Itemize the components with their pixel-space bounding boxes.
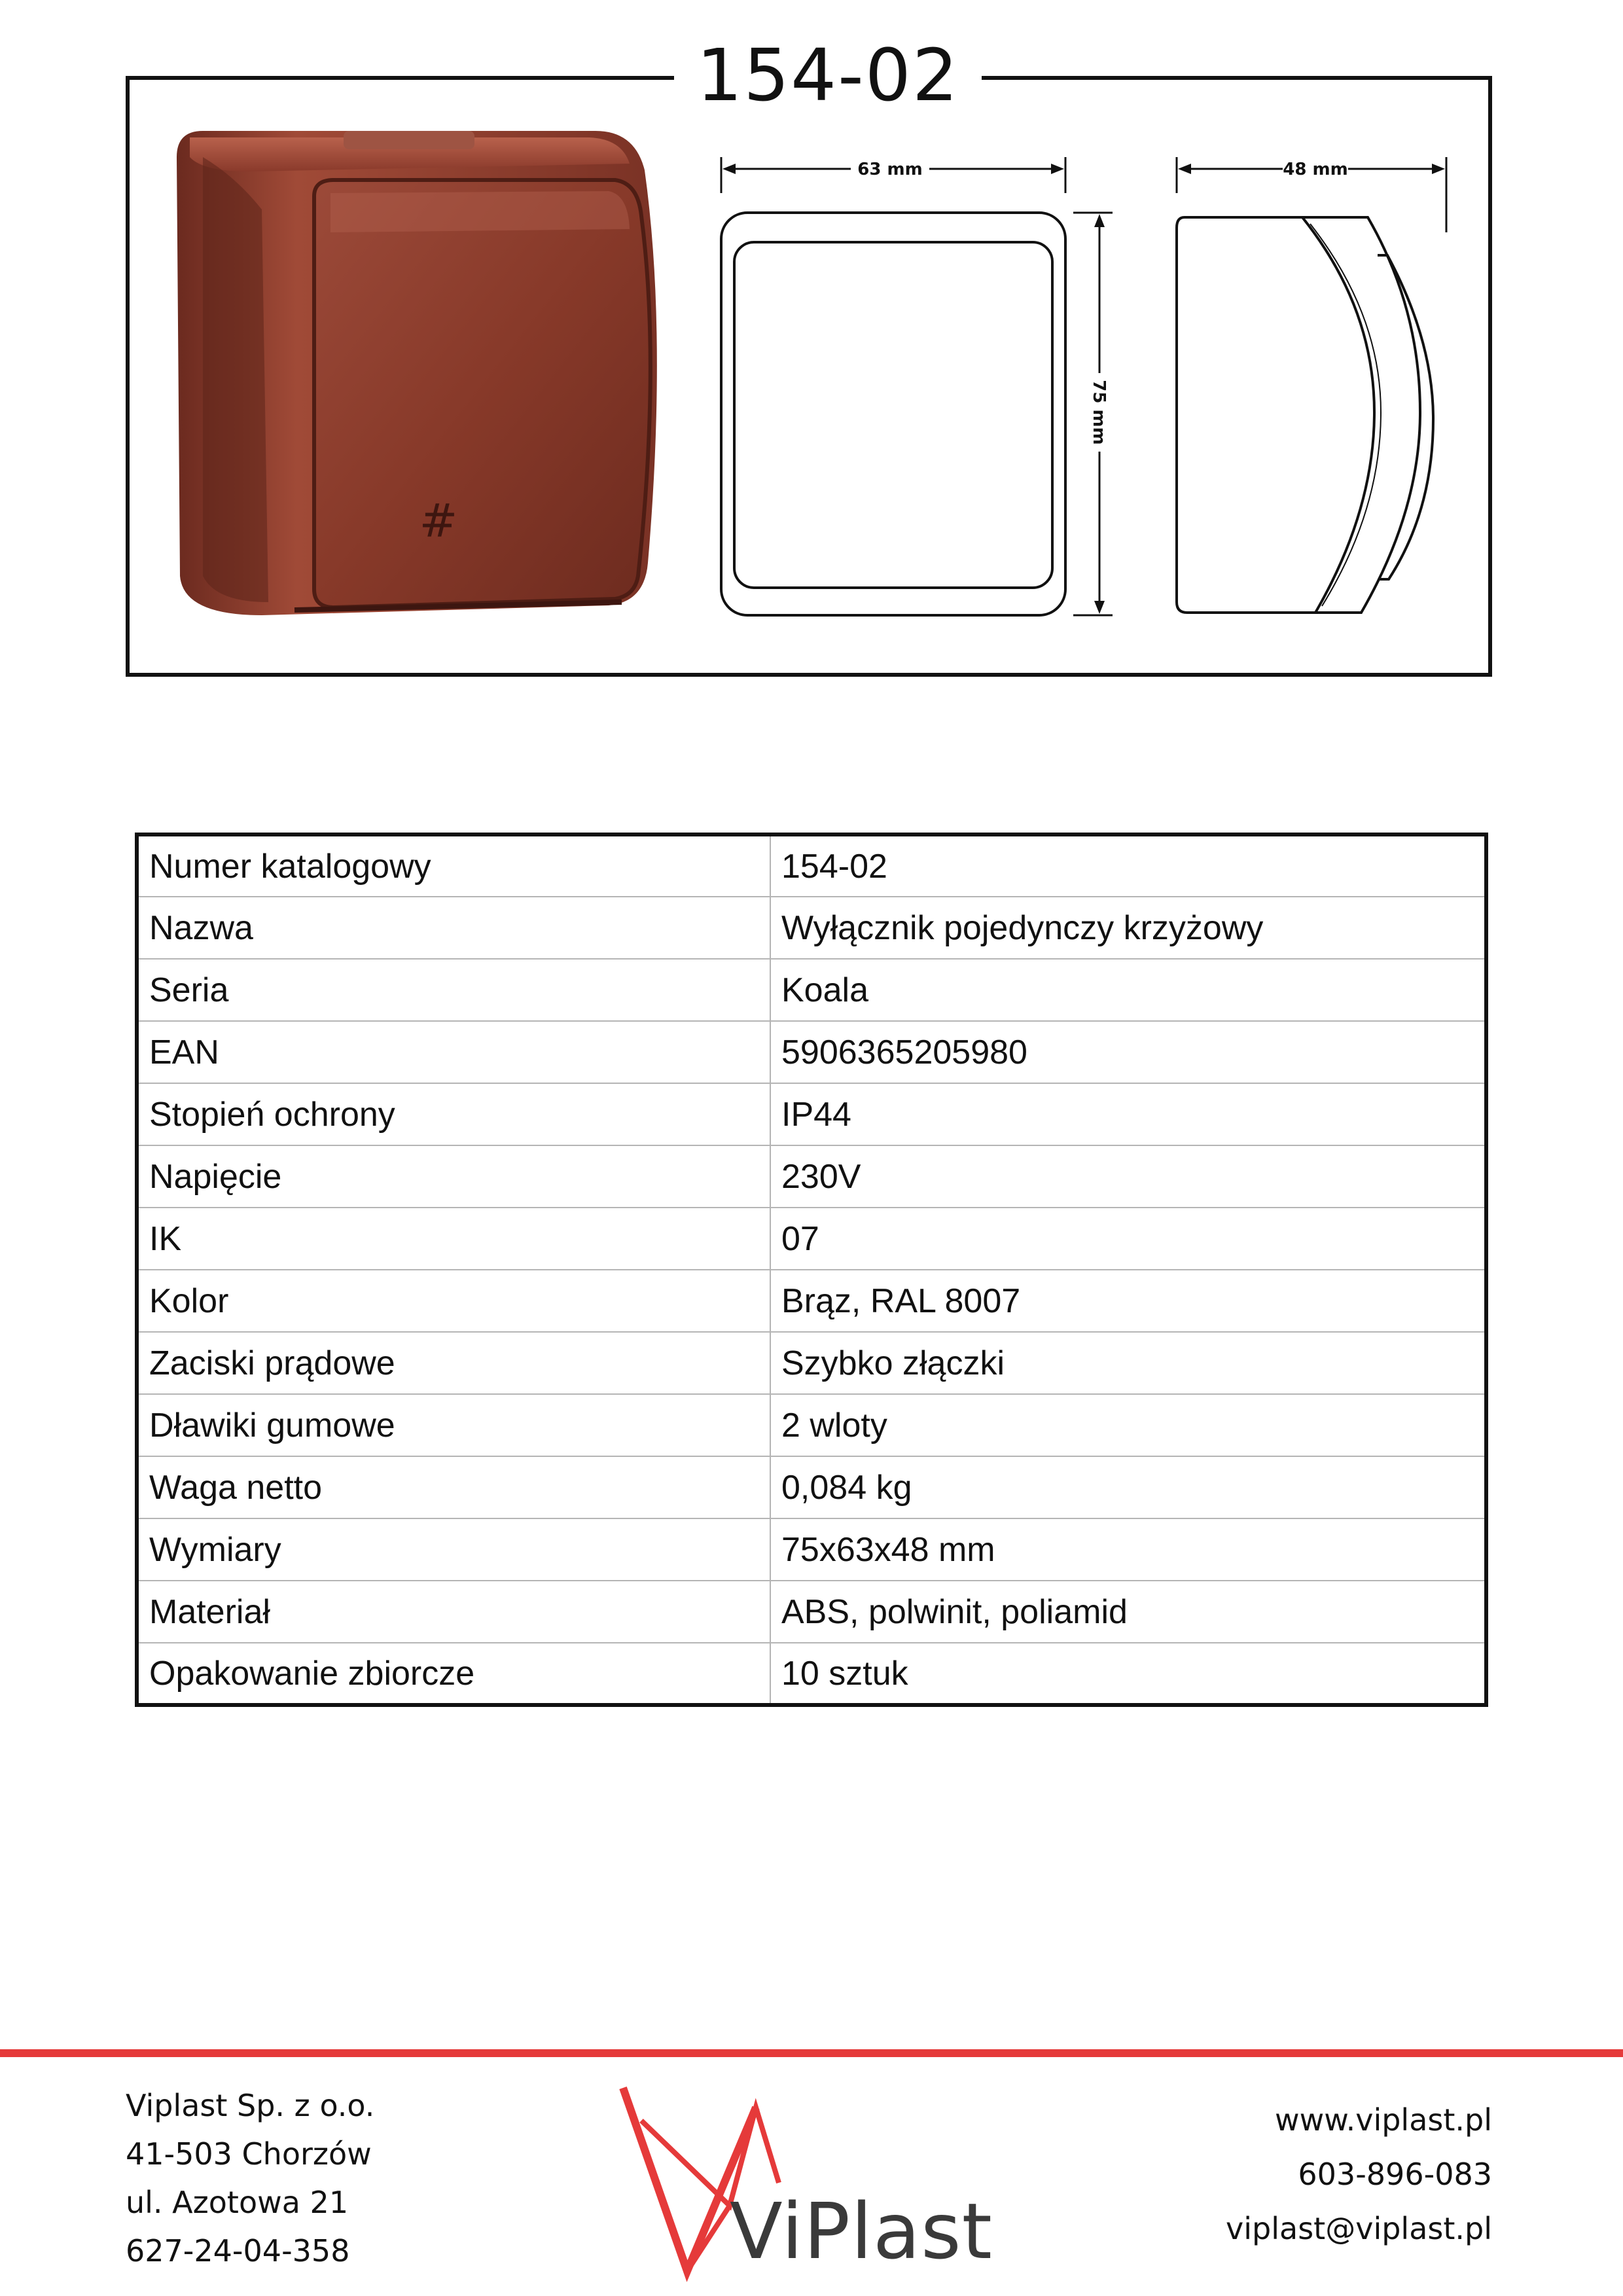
- key-sheen: [330, 191, 630, 232]
- spec-label: IK: [137, 1208, 770, 1270]
- spec-label: EAN: [137, 1021, 770, 1083]
- spec-label: Numer katalogowy: [137, 834, 770, 897]
- catalog-title: 154-02: [674, 26, 982, 124]
- spec-row: [137, 1518, 1486, 1581]
- spec-value: 75x63x48 mm: [770, 1518, 1486, 1581]
- footer-accent-rule: [0, 2049, 1623, 2057]
- spec-value: 10 sztuk: [770, 1643, 1486, 1705]
- spec-table: [135, 833, 1488, 1707]
- spec-row: [137, 1456, 1486, 1518]
- spec-row: [137, 1643, 1486, 1705]
- spec-row: [137, 1332, 1486, 1394]
- spec-value: IP44: [770, 1083, 1486, 1145]
- height-dimension-label: 75 mm: [1089, 380, 1109, 445]
- spec-value: 2 wloty: [770, 1394, 1486, 1456]
- spec-row: [137, 1145, 1486, 1208]
- spec-label: Dławiki gumowe: [137, 1394, 770, 1456]
- website-link[interactable]: www.viplast.pl: [1274, 2102, 1492, 2138]
- company-name: Viplast Sp. z o.o.: [126, 2088, 375, 2123]
- spec-value: Koala: [770, 959, 1486, 1021]
- spec-value: 154-02: [770, 834, 1486, 897]
- spec-value: 07: [770, 1208, 1486, 1270]
- front-view-drawing: [707, 144, 1126, 628]
- spec-row: [137, 1208, 1486, 1270]
- spec-label: Wymiary: [137, 1518, 770, 1581]
- spec-label: Stopień ochrony: [137, 1083, 770, 1145]
- switch-side: [203, 157, 268, 602]
- spec-value: Wyłącznik pojedynczy krzyżowy: [770, 897, 1486, 959]
- phone-number: 603-896-083: [1298, 2157, 1492, 2192]
- spec-label: Seria: [137, 959, 770, 1021]
- contact-info: [1099, 2093, 1492, 2256]
- spec-row: [137, 959, 1486, 1021]
- spec-value: Szybko złączki: [770, 1332, 1486, 1394]
- spec-row: [137, 1270, 1486, 1332]
- spec-value: 0,084 kg: [770, 1456, 1486, 1518]
- spec-label: Materiał: [137, 1581, 770, 1643]
- spec-value: Brąz, RAL 8007: [770, 1270, 1486, 1332]
- front-key-outline: [734, 242, 1052, 588]
- company-street: ul. Azotowa 21: [126, 2185, 349, 2220]
- spec-row: [137, 897, 1486, 959]
- width-dimension-label: 63 mm: [857, 160, 923, 179]
- depth-dimension-label: 48 mm: [1283, 160, 1348, 179]
- spec-row: [137, 834, 1486, 897]
- spec-label: Kolor: [137, 1270, 770, 1332]
- spec-value: 230V: [770, 1145, 1486, 1208]
- spec-row: [137, 1394, 1486, 1456]
- front-outline: [721, 213, 1065, 615]
- spec-value: 5906365205980: [770, 1021, 1486, 1083]
- spec-label: Waga netto: [137, 1456, 770, 1518]
- spec-row: [137, 1021, 1486, 1083]
- spec-label: Opakowanie zbiorcze: [137, 1643, 770, 1705]
- spec-label: Nazwa: [137, 897, 770, 959]
- spec-label: Zaciski prądowe: [137, 1332, 770, 1394]
- spec-value: ABS, polwinit, poliamid: [770, 1581, 1486, 1643]
- rocker-key: [314, 180, 651, 607]
- email-link[interactable]: viplast@viplast.pl: [1226, 2211, 1492, 2246]
- spec-row: [137, 1581, 1486, 1643]
- product-photo: [164, 118, 668, 641]
- spec-row: [137, 1083, 1486, 1145]
- side-view-drawing: [1158, 144, 1466, 628]
- company-phone: 627-24-04-358: [126, 2233, 350, 2269]
- company-address: [126, 2081, 518, 2275]
- company-city: 41-503 Chorzów: [126, 2136, 372, 2172]
- cross-switch-symbol: #: [419, 494, 458, 548]
- vent-slot: [344, 131, 474, 149]
- logo-wordmark: ViPlast: [730, 2186, 993, 2276]
- spec-label: Napięcie: [137, 1145, 770, 1208]
